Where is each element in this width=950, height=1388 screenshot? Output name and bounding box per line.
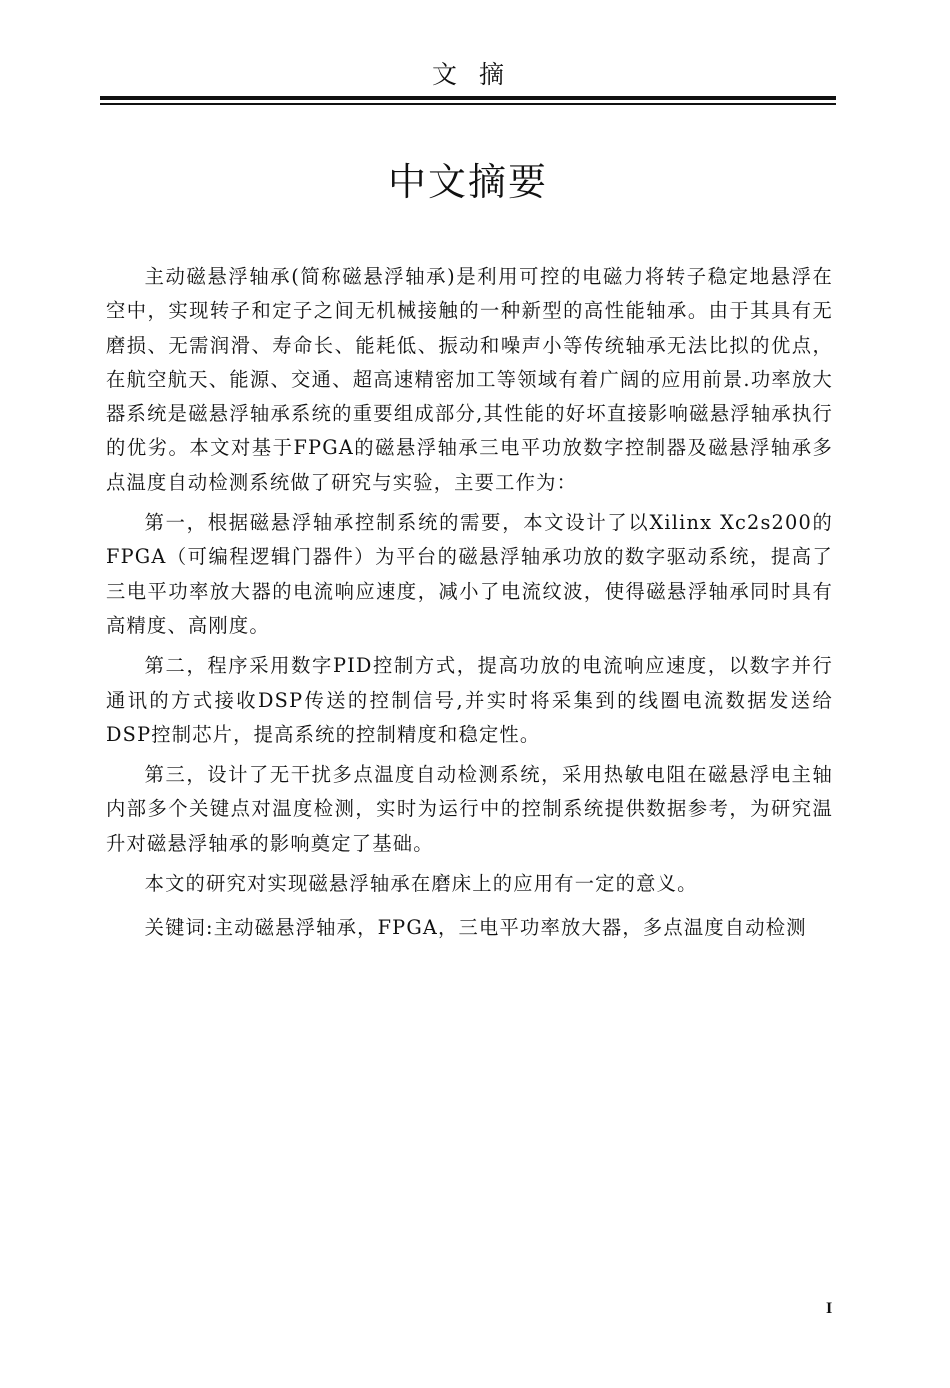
- abstract-paragraph-significance: 本文的研究对实现磁悬浮轴承在磨床上的应用有一定的意义。: [144, 872, 698, 896]
- page-number: I: [826, 1300, 833, 1317]
- abstract-paragraph-first: 第一，根据磁悬浮轴承控制系统的需要，本文设计了以Xilinx Xc2s200的FPGA（可编程逻辑门器件）为平台的磁悬浮轴承功放的数字驱动系统，提高了三电平功率放大器的电流响应速度，减小了电流纹波，使得磁悬浮轴承同时具有高精度、高刚度。: [106, 511, 833, 637]
- header-rule-thick: [100, 96, 836, 100]
- keywords-line: 关键词:主动磁悬浮轴承，FPGA，三电平功率放大器，多点温度自动检测: [144, 916, 807, 940]
- abstract-paragraph-intro: 主动磁悬浮轴承(简称磁悬浮轴承)是利用可控的电磁力将转子稳定地悬浮在空中，实现转子和定子之间无机械接触的一种新型的高性能轴承。由于其具有无磨损、无需润滑、寿命长、能耗低、振动和噪声小等传统轴承无法比拟的优点，在航空航天、能源、交通、超高速精密加工等领域有着广阔的应用前景.功率放大器系统是磁悬浮轴承系统的重要组成部分,其性能的好坏直接影响磁悬浮轴承执行的优劣。本文对基于FPGA的磁悬浮轴承三电平功放数字控制器及磁悬浮轴承多点温度自动检测系统做了研究与实验，主要工作为：: [106, 265, 833, 494]
- abstract-body: [106, 260, 833, 946]
- abstract-paragraph-third: 第三，设计了无干扰多点温度自动检测系统，采用热敏电阻在磁悬浮电主轴内部多个关键点对温度检测，实时为运行中的控制系统提供数据参考，为研究温升对磁悬浮轴承的影响奠定了基础。: [106, 763, 833, 855]
- header-rule-thin: [100, 103, 836, 105]
- abstract-paragraph-second: 第二，程序采用数字PID控制方式，提高功放的电流响应速度，以数字并行通讯的方式接收DSP传送的控制信号,并实时将采集到的线圈电流数据发送给DSP控制芯片，提高系统的控制精度和稳定性。: [106, 654, 833, 746]
- page-title: 中文摘要: [387, 160, 548, 204]
- running-header: 文摘: [431, 60, 526, 89]
